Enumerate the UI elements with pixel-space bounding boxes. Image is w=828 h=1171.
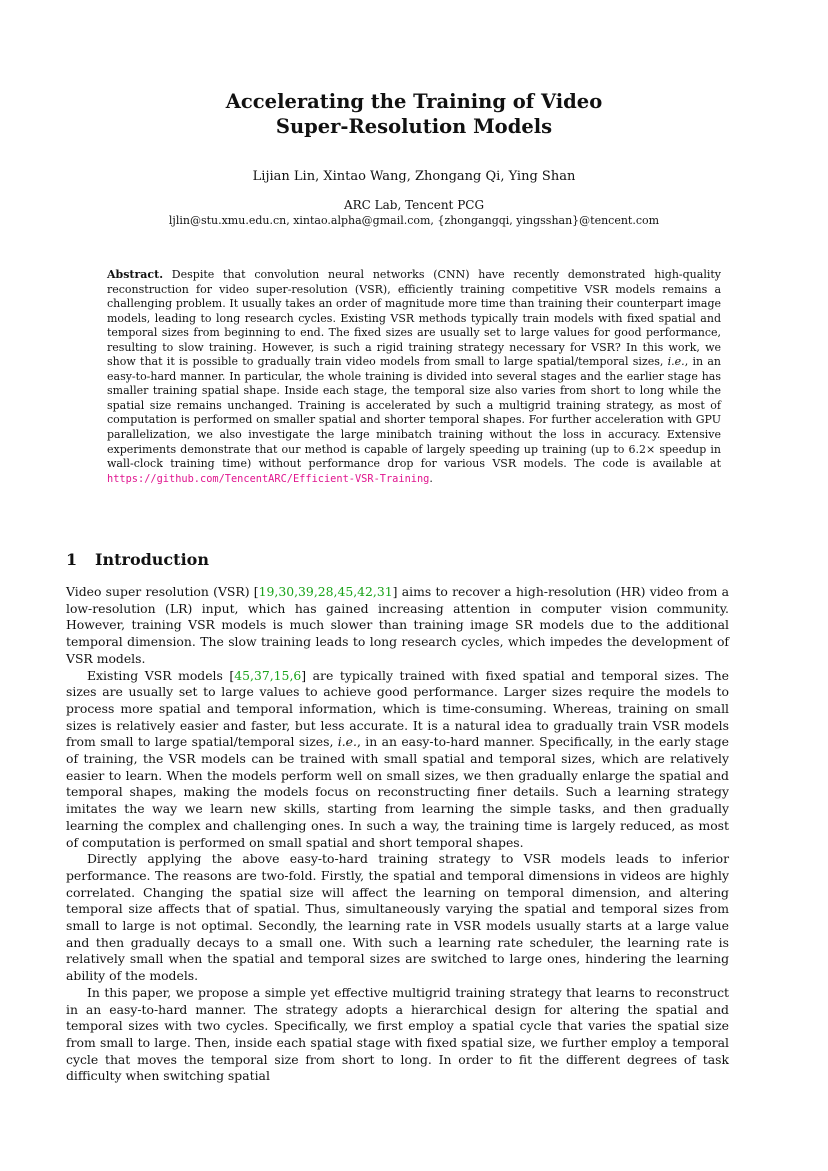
author-emails: ljlin@stu.xmu.edu.cn, xintao.alpha@gmail.com, {zhongangqi, yingsshan}@tencent.com <box>168 214 660 227</box>
paragraph-1 <box>66 584 729 668</box>
citation-link[interactable]: 19,30,39,28,45,42,31 <box>258 584 393 599</box>
affiliation: ARC Lab, Tencent PCG <box>343 198 485 212</box>
paragraph-2-text-c: , in an easy-to-hard manner. Specifically, in the early stage of training, the VSR models can be trained with small spatial and temporal sizes, which are relatively easier to learn. When the models perform well on small sizes, we then gradually enlarge the spatial and temporal shapes, making the models focus on reconstructing finer details. Such a learning strategy imitates the way we learn new skills, starting from learning the simple tasks, and then gradually learning the complex and challenging ones. In such a way, the training time is largely reduced, as most of computation is performed on small spatial and short temporal shapes. <box>66 734 729 850</box>
paper-title <box>0 89 828 139</box>
code-url-link[interactable]: https://github.com/TencentARC/Efficient-VSR-Training <box>107 472 430 485</box>
section-title: Introduction <box>95 550 209 569</box>
paragraph-2 <box>66 668 729 852</box>
title-line-1: Accelerating the Training of Video <box>225 90 603 113</box>
paragraph-2-ie: i.e. <box>337 734 357 750</box>
section-heading <box>66 550 209 570</box>
abstract-ie: i.e. <box>667 355 685 369</box>
abstract-label: Abstract. <box>107 268 164 281</box>
section-number: 1 <box>66 550 78 569</box>
paragraph-2-text-b: ] are typically trained with fixed spatial and temporal sizes. The sizes are usually set to large values to achieve good performance. Larger sizes require the models to process more spatial and temporal information, which is time-consuming. Whereas, training on small sizes is relatively easier and faster, but less accurate. It is a natural idea to gradually train VSR models from small to large spatial/temporal sizes, <box>66 667 729 750</box>
abstract <box>107 268 721 486</box>
citation-link[interactable]: 45,37,15,6 <box>234 667 302 683</box>
abstract-text-part-2: , in an easy-to-hard manner. In particular, the whole training is divided into several stages and the earlier stage has smaller training spatial shape. Inside each stage, the temporal size also varies from short to long while the spatial size remains unchanged. Training is accelerated by such a multigrid training strategy, as most of computation is performed on smaller spatial and shorter temporal shapes. For further acceleration with GPU parallelization, we also investigate the large minibatch training without the loss in accuracy. Extensive experiments demonstrate that our method is capable of largely speeding up training (up to 6.2× speedup in wall-clock training time) without performance drop for various VSR models. The code is available at <box>107 355 721 471</box>
paragraph-1-text-a: Video super resolution (VSR) [ <box>66 584 259 599</box>
paragraph-4: In this paper, we propose a simple yet effective multigrid training strategy that learns to reconstruct in an easy-to-hard manner. The strategy adopts a hierarchical design for altering the spatial and temporal sizes with two cycles. Specifically, we first employ a spatial cycle that varies the spatial size from small to large. Then, inside each spatial stage with fixed spatial size, we further employ a temporal cycle that moves the temporal size from short to long. In order to fit the different degrees of task difficulty when switching spatial <box>66 984 729 1084</box>
author-list: Lijian Lin, Xintao Wang, Zhongang Qi, Ying Shan <box>252 169 576 184</box>
paragraph-1-text-b: ] aims to recover a high-resolution (HR) video from a low-resolution (LR) input, which has gained increasing attention in computer vision community. However, training VSR models is much slower than training image SR models due to the additional temporal dimension. The slow training leads to long research cycles, which impedes the development of VSR models. <box>66 584 729 666</box>
abstract-text-part-1: Despite that convolution neural networks (CNN) have recently demonstrated high-quality reconstruction for video super-resolution (VSR), efficiently training competitive VSR models remains a challenging problem. It usually takes an order of magnitude more time than training their counterpart image models, leading to long research cycles. Existing VSR methods typically train models with fixed spatial and temporal sizes from beginning to end. The fixed sizes are usually set to large values for good performance, resulting to slow training. However, is such a rigid training strategy necessary for VSR? In this work, we show that it is possible to gradually train video models from small to large spatial/temporal sizes, <box>107 268 721 369</box>
body-text <box>66 584 729 1085</box>
paragraph-2-text-a: Existing VSR models [ <box>87 667 235 683</box>
abstract-end: . <box>429 471 433 485</box>
title-line-2: Super-Resolution Models <box>275 115 553 138</box>
paragraph-3: Directly applying the above easy-to-hard training strategy to VSR models leads to inferior performance. The reasons are two-fold. Firstly, the spatial and temporal dimensions in videos are highly correlated. Changing the spatial size will affect the learning on temporal dimension, and altering temporal size affects that of spatial. Thus, simultaneously varying the spatial and temporal sizes from small to large is not optimal. Secondly, the learning rate in VSR models usually starts at a large value and then gradually decays to a small one. With such a learning rate scheduler, the learning rate is relatively small when the spatial and temporal sizes are switched to large ones, hindering the learning ability of the models. <box>66 851 729 984</box>
